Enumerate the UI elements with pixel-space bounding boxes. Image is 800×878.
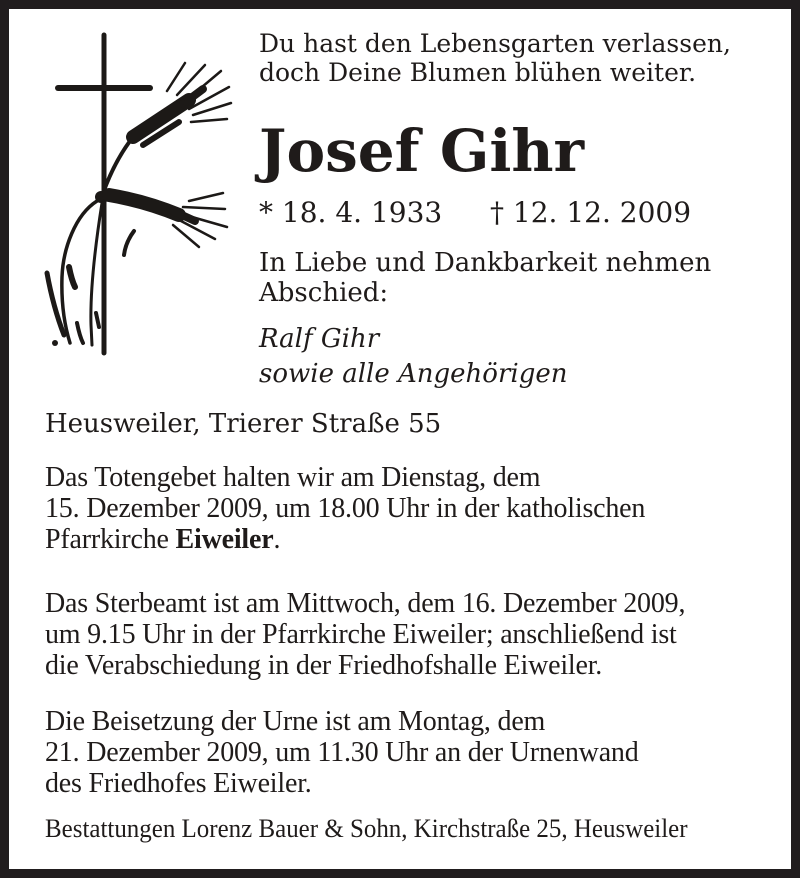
- mourner-name: Ralf Gihr: [259, 324, 380, 354]
- totengebet-line-2: 15. Dezember 2009, um 18.00 Uhr in der katholischen: [45, 493, 646, 524]
- farewell-intro: [259, 248, 711, 308]
- beisetzung-line-1: Die Beisetzung der Urne ist am Montag, dem: [45, 706, 546, 737]
- farewell-intro-line-1: In Liebe und Dankbarkeit nehmen: [259, 248, 712, 278]
- mourners: [259, 322, 567, 392]
- mourners-rest: sowie alle Angehörigen: [259, 359, 568, 389]
- life-dates: [259, 197, 691, 229]
- epigraph: [259, 29, 731, 87]
- epigraph-line-2: doch Deine Blumen blühen weiter.: [259, 58, 697, 87]
- totengebet-place-bold: Eiweiler: [175, 524, 274, 555]
- totengebet-line-1: Das Totengebet halten wir am Dienstag, dem: [45, 462, 541, 493]
- sterbeamt-paragraph: [45, 588, 685, 681]
- beisetzung-paragraph: [45, 706, 639, 799]
- totengebet-paragraph: [45, 462, 645, 555]
- wheat-icon: [47, 63, 231, 346]
- totengebet-line-3-post: .: [273, 524, 281, 555]
- sterbeamt-line-3: die Verabschiedung in der Friedhofshalle Eiweiler.: [45, 650, 603, 681]
- header-block: [259, 9, 779, 409]
- beisetzung-line-2: 21. Dezember 2009, um 11.30 Uhr an der Urnenwand: [45, 737, 639, 768]
- totengebet-line-3-pre: Pfarrkirche: [45, 524, 176, 555]
- funeral-home-line: Bestattungen Lorenz Bauer & Sohn, Kirchstraße 25, Heusweiler: [45, 814, 688, 843]
- sterbeamt-line-1: Das Sterbeamt ist am Mittwoch, dem 16. Dezember 2009,: [45, 588, 686, 619]
- birth-date: * 18. 4. 1933: [259, 196, 443, 229]
- totengebet-line-3: [45, 524, 645, 555]
- sterbeamt-line-2: um 9.15 Uhr in der Pfarrkirche Eiweiler; anschließend ist: [45, 619, 677, 650]
- cross-with-wheat-icon: [33, 25, 233, 365]
- epigraph-line-1: Du hast den Lebensgarten verlassen,: [259, 29, 731, 58]
- beisetzung-line-3: des Friedhofes Eiweiler.: [45, 768, 312, 799]
- residence-address: Heusweiler, Trierer Straße 55: [45, 409, 442, 439]
- farewell-intro-line-2: Abschied:: [259, 278, 389, 308]
- death-date: † 12. 12. 2009: [490, 196, 692, 229]
- deceased-name: Josef Gihr: [259, 117, 585, 185]
